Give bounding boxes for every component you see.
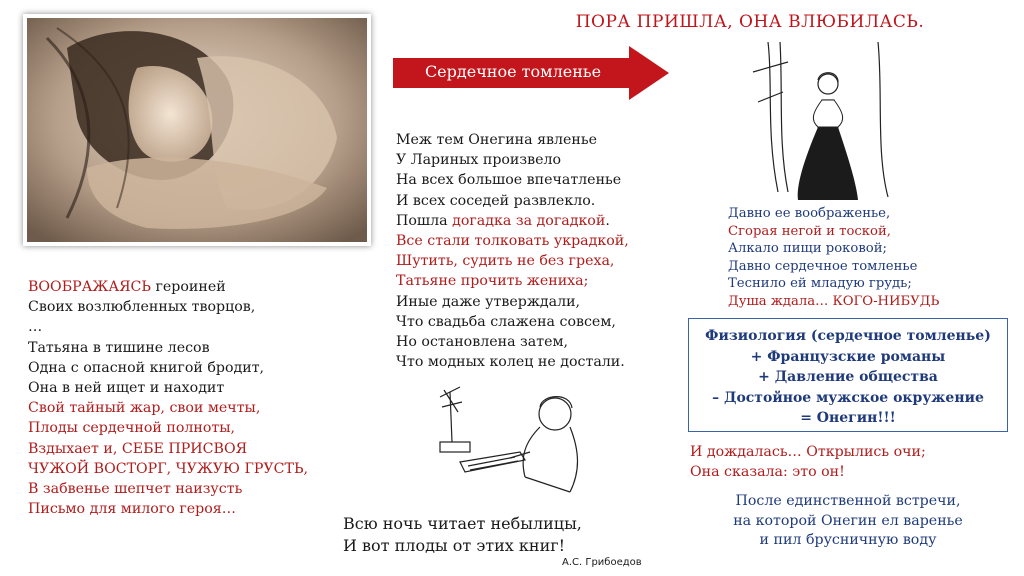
poem-line [28, 297, 308, 317]
poem-line [28, 418, 308, 438]
red-note [690, 442, 926, 482]
poem-text: Давно ее воображенье, [728, 206, 891, 221]
poem-text: Что модных колец не достали. [396, 354, 625, 371]
poem-line [728, 275, 939, 293]
poem-text: Меж тем Онегина явленье [396, 132, 597, 148]
text-line: Всю ночь читает небылицы, [343, 514, 582, 533]
poem-line [28, 479, 308, 499]
poem-line [28, 499, 308, 519]
text-line: И дождалась… Открылись очи; [690, 444, 926, 460]
text-line: на которой Онегин ел варенье [733, 512, 963, 529]
poem-text: Алкало пищи роковой; [728, 241, 887, 257]
text-line: – Достойное мужское окружение [712, 389, 984, 406]
quote-author: А.С. Грибоедов [562, 557, 642, 568]
page-title: ПОРА ПРИШЛА, ОНА ВЛЮБИЛАСЬ. [575, 12, 925, 32]
poem-line [396, 292, 629, 312]
poem-line [28, 338, 308, 358]
poem-line [728, 258, 939, 276]
poem-text: … [28, 319, 43, 336]
poem-text: . [605, 212, 610, 229]
poem-text: Своих возлюбленных творцов, [28, 299, 256, 316]
right-poem [728, 205, 939, 311]
blue-note [688, 492, 1008, 551]
poem-text: Иные даже утверждали, [396, 293, 581, 310]
text-line: И вот плоды от этих книг! [343, 536, 566, 555]
poem-line [28, 398, 308, 418]
poem-line [396, 170, 629, 190]
poem-text: Одна с опасной книгой бродит, [28, 359, 265, 376]
poem-line [396, 312, 629, 332]
poem-line [396, 191, 629, 211]
poem-text: У Лариных произвело [396, 152, 562, 169]
poem-line [396, 211, 629, 231]
poem-text: Письмо для милого героя… [28, 501, 236, 518]
poem-text: На всех большое впечатленье [396, 172, 622, 189]
poem-text: Но остановлена затем, [396, 334, 569, 351]
text-line: = Онегин!!! [800, 410, 896, 427]
poem-text: Сгорая негой и тоской, [728, 223, 891, 239]
poem-text: Шутить, судить не без греха, [396, 253, 615, 270]
poem-line [28, 277, 308, 297]
romantic-photo [23, 14, 371, 246]
poem-text: Давно сердечное томленье [728, 258, 918, 274]
arrow-label: Сердечное томленье [424, 62, 602, 81]
text-line: Физиология (сердечное томленье) [705, 328, 991, 344]
poem-text: В забвенье шепчет наизусть [28, 481, 243, 498]
poem-line [28, 317, 308, 337]
poem-line [28, 459, 308, 479]
poem-line [728, 293, 939, 311]
poem-text: Плоды сердечной полноты, [28, 420, 236, 437]
poem-line [28, 358, 308, 378]
poem-line [396, 352, 629, 372]
poem-line [396, 231, 629, 251]
text-line: Она сказала: это он! [690, 464, 845, 480]
poem-line [728, 223, 939, 241]
poem-text: Теснило ей младую грудь; [728, 276, 912, 292]
text-line: + Французские романы [750, 348, 946, 365]
embracing-couple-image [27, 18, 367, 242]
poem-text: ВООБРАЖАЯСЬ [28, 279, 151, 295]
woman-sketch-image [748, 42, 908, 202]
poem-text: И всех соседей развлекло. [396, 192, 596, 209]
poem-line [28, 439, 308, 459]
poem-line [396, 251, 629, 271]
formula-box [688, 318, 1008, 432]
poem-line [396, 130, 629, 150]
poem-text: героиней [150, 279, 226, 295]
poem-line [396, 332, 629, 352]
poem-text: Вздыхает и, СЕБЕ ПРИСВОЯ [28, 440, 248, 457]
text-line: После единственной встречи, [735, 493, 961, 509]
poem-text: Все стали толковать украдкой, [396, 233, 629, 250]
poem-text: Татьяне прочить жениха; [396, 273, 589, 290]
poem-text: Что свадьба слажена совсем, [396, 313, 616, 330]
poem-text: Пошла [396, 212, 453, 229]
poem-text: Свой тайный жар, свои мечты, [28, 400, 261, 417]
poem-text: догадка за догадкой [452, 212, 606, 229]
poem-line [28, 378, 308, 398]
text-line: + Давление общества [758, 369, 938, 386]
reading-man-sketch-image [430, 382, 600, 500]
poem-text: Она в ней ищет и находит [28, 380, 225, 397]
middle-poem [396, 130, 629, 372]
poem-line [396, 271, 629, 291]
poem-text: ЧУЖОЙ ВОСТОРГ, ЧУЖУЮ ГРУСТЬ, [28, 460, 309, 477]
poem-text: Татьяна в тишине лесов [28, 339, 210, 356]
text-line: и пил брусничную воду [759, 532, 937, 548]
griboedov-quote [343, 513, 582, 557]
poem-line [728, 205, 939, 223]
poem-line [396, 150, 629, 170]
left-poem [28, 277, 308, 519]
poem-text: Душа ждала… КОГО-НИБУДЬ [728, 293, 940, 309]
poem-line [728, 240, 939, 258]
